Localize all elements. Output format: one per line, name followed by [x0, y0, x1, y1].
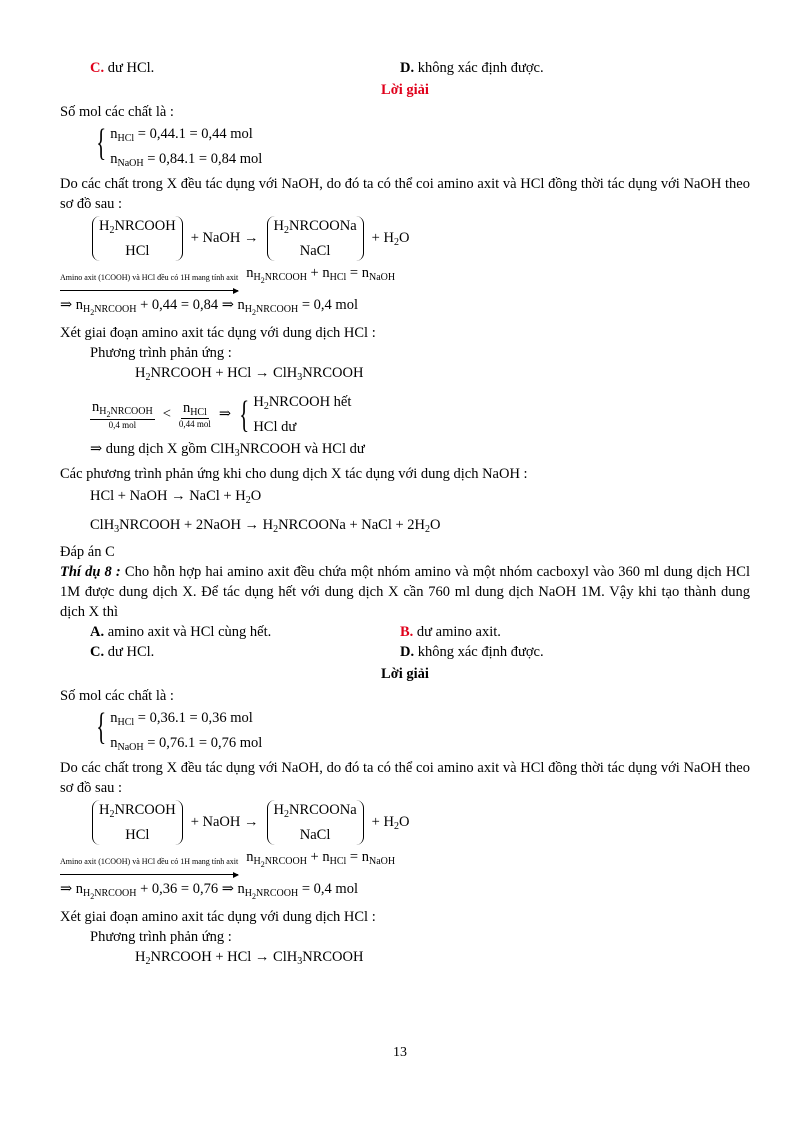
option-d: D. không xác định được.: [400, 60, 544, 76]
option-d-2: D. không xác định được.: [400, 644, 544, 660]
eq-intro: Phương trình phản ứng :: [90, 345, 232, 361]
stage-intro: Xét giai đoạn amino axit tác dụng với dung dịch HCl :: [60, 325, 376, 341]
solution-heading: Lời giải: [381, 82, 429, 98]
moles-intro-2: Số mol các chất là :: [60, 688, 174, 704]
reaction-equation-2: $H_2NRCOOH$ + HCl → ClH$_3$NRCOOH: [135, 949, 364, 967]
document-page: [60, 58, 750, 972]
scheme-intro: Do các chất trong X đều tác dụng với NaOH, do đó ta có thể coi amino axit và HCl đồng thời tác dụng với NaOH theo sơ đồ sau :: [60, 176, 750, 212]
option-b: B. dư amino axit.: [400, 624, 501, 640]
arrow-relation-2: Amino axit (1COOH) và HCl đều có 1H mang tính axit $n_{H_2NRCOOH} + n_{HCl} = n_{NaOH}$: [60, 847, 750, 875]
option-c-2: C. dư HCl.: [90, 644, 155, 660]
equation-2: HCl + NaOH → NaCl + $H_2O$: [90, 488, 262, 506]
answer: Đáp án C: [60, 544, 115, 560]
option-a: A. amino axit và HCl cùng hết.: [90, 624, 272, 640]
moles-system: { $n_{HCl} = 0,44.1 = 0,44$ mol $n_{NaOH} = 0,84.1 = 0,84$ mol: [92, 124, 262, 174]
options-ab: [60, 622, 750, 642]
n-hcl-line: $n_{HCl} = 0,44.1 = 0,44$ mol: [110, 126, 253, 144]
moles-system-2: { $n_{HCl} = 0,36.1 = 0,36$ mol $n_{NaOH} = 0,76.1 = 0,76$ mol: [96, 706, 263, 753]
stage-intro-2: Xét giai đoạn amino axit tác dụng với dung dịch HCl :: [60, 909, 376, 925]
arrow-label: Amino axit (1COOH) và HCl đều có 1H mang tính axit: [60, 268, 238, 291]
calc-line: ⇒ $n_{H_2NRCOOH} + 0,44 = 0,84$ ⇒ $n_{H_2NRCOOH} = 0,4$ mol: [60, 297, 358, 317]
example-8: Thí dụ 8 : Cho hỗn hợp hai amino axit đều chứa một nhóm amino và một nhóm cacboxyl vào 360 ml dung dịch HCl 1M được dung dịch X. Để tác dụng hết với dung dịch X cần 760 ml dung dịch NaOH 1M. Vậy khi tạo thành dung dịch X thì: [60, 564, 750, 620]
equation-3: ClH$_3$NRCOOH + 2NaOH → $H_2NRCOONa$ + NaCl + $2H_2O$: [90, 517, 441, 535]
eq-intro-2: Phương trình phản ứng :: [90, 929, 232, 945]
solution-heading-2: Lời giải: [381, 666, 429, 682]
reaction-scheme-2: $H_2NRCOOH$ HCl + NaOH → $H_2NRCOONa$ NaCl + $H_2O$: [92, 800, 750, 845]
scheme-intro-2: Do các chất trong X đều tác dụng với NaOH, do đó ta có thể coi amino axit và HCl đồng thời tác dụng với NaOH theo sơ đồ sau :: [60, 760, 750, 796]
naoh-intro: Các phương trình phản ứng khi cho dung dịch X tác dụng với dung dịch NaOH :: [60, 466, 528, 482]
n-naoh-line: $n_{NaOH} = 0,84.1 = 0,84$ mol: [110, 151, 263, 169]
reaction-scheme: $H_2NRCOOH$ HCl + NaOH → $H_2NRCOONa$ NaCl + $H_2O$: [92, 216, 750, 261]
page-number: 13: [393, 1045, 407, 1060]
top-options-row: [60, 58, 750, 78]
calc-line-2: ⇒ $n_{H_2NRCOOH} + 0,36 = 0,76$ ⇒ $n_{H_2NRCOOH} = 0,4$ mol: [60, 881, 358, 901]
moles-intro: Số mol các chất là :: [60, 104, 174, 120]
arrow-relation: Amino axit (1COOH) và HCl đều có 1H mang tính axit $n_{H_2NRCOOH} + n_{HCl} = n_{NaOH}$: [60, 263, 750, 291]
mole-comparison: $n_{H_2NRCOOH}$ 0,4 mol < $n_{HCl}$ 0,44 mol ⇒ { $H_2NRCOOH$ hết HCl dư: [92, 393, 352, 436]
option-c: C. dư HCl.: [90, 60, 155, 76]
reaction-equation: $H_2NRCOOH$ + HCl → ClH$_3$NRCOOH: [135, 365, 364, 383]
conclusion: ⇒ dung dịch X gồm ClH$_3$NRCOOH và HCl dư: [90, 441, 365, 459]
options-cd: [60, 642, 750, 662]
